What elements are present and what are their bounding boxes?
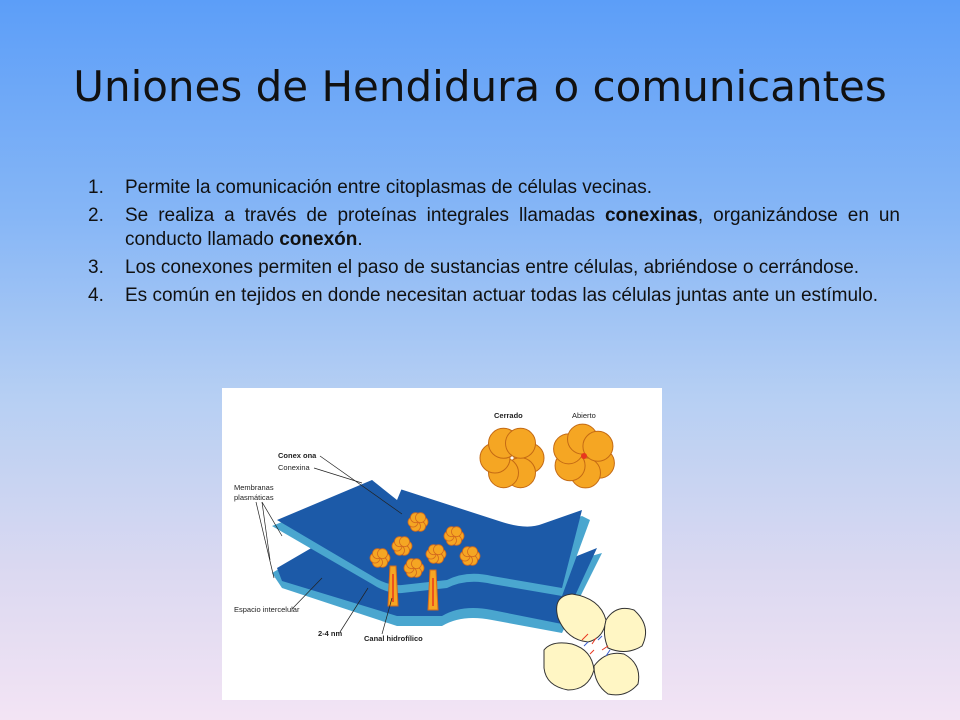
connexin-subunit [434,545,444,555]
item-number: 3. [88,257,104,278]
item-text: Permite la comunicación entre citoplasmas de células vecinas. [125,177,652,198]
cell-cluster [544,594,646,695]
label-space: Espacio intercelular [234,605,300,614]
list-item [88,256,900,280]
label-gap: 2-4 nm [318,629,343,638]
connexin-subunit [378,549,388,559]
connexin-subunit [400,537,410,547]
item-text: . [357,229,363,250]
label-closed: Cerrado [494,411,523,420]
term-conexon: conexón [279,229,358,250]
connexin-subunit [583,431,613,461]
label-membranes-2: plasmáticas [234,493,274,502]
label-connexon: Conex ona [278,451,317,460]
connexin-subunit [452,527,462,537]
list-item [88,204,900,252]
item-text: Los conexones permiten el paso de sustancias entre células, abriéndose o cerrándose. [125,257,860,278]
list-item [88,284,900,308]
slide-title: Uniones de Hendidura o comunicantes [73,62,887,111]
item-number: 4. [88,285,104,306]
item-text: Es común en tejidos en donde necesitan actuar todas las células juntas ante un estímulo. [125,285,879,306]
item-text: , organizándose en un conducto llamado [125,205,900,250]
item-number: 1. [88,177,104,198]
list-item [88,176,900,200]
label-connexin: Conexina [278,463,310,472]
open-pore [581,453,587,459]
connexin-subunit [412,559,422,569]
connexin-subunit [506,428,536,458]
item-text: Se realiza a través de proteínas integrales llamadas [125,205,605,226]
item-number: 2. [88,205,104,226]
label-membranes-1: Membranas [234,483,274,492]
connexin-subunit [416,513,426,523]
term-conexinas: conexinas [604,205,698,226]
label-open: Abierto [572,411,596,420]
label-channel: Canal hidrofílico [364,634,423,643]
bullet-list [88,176,900,312]
connexin-subunit [468,547,478,557]
gap-junction-diagram [222,388,662,700]
